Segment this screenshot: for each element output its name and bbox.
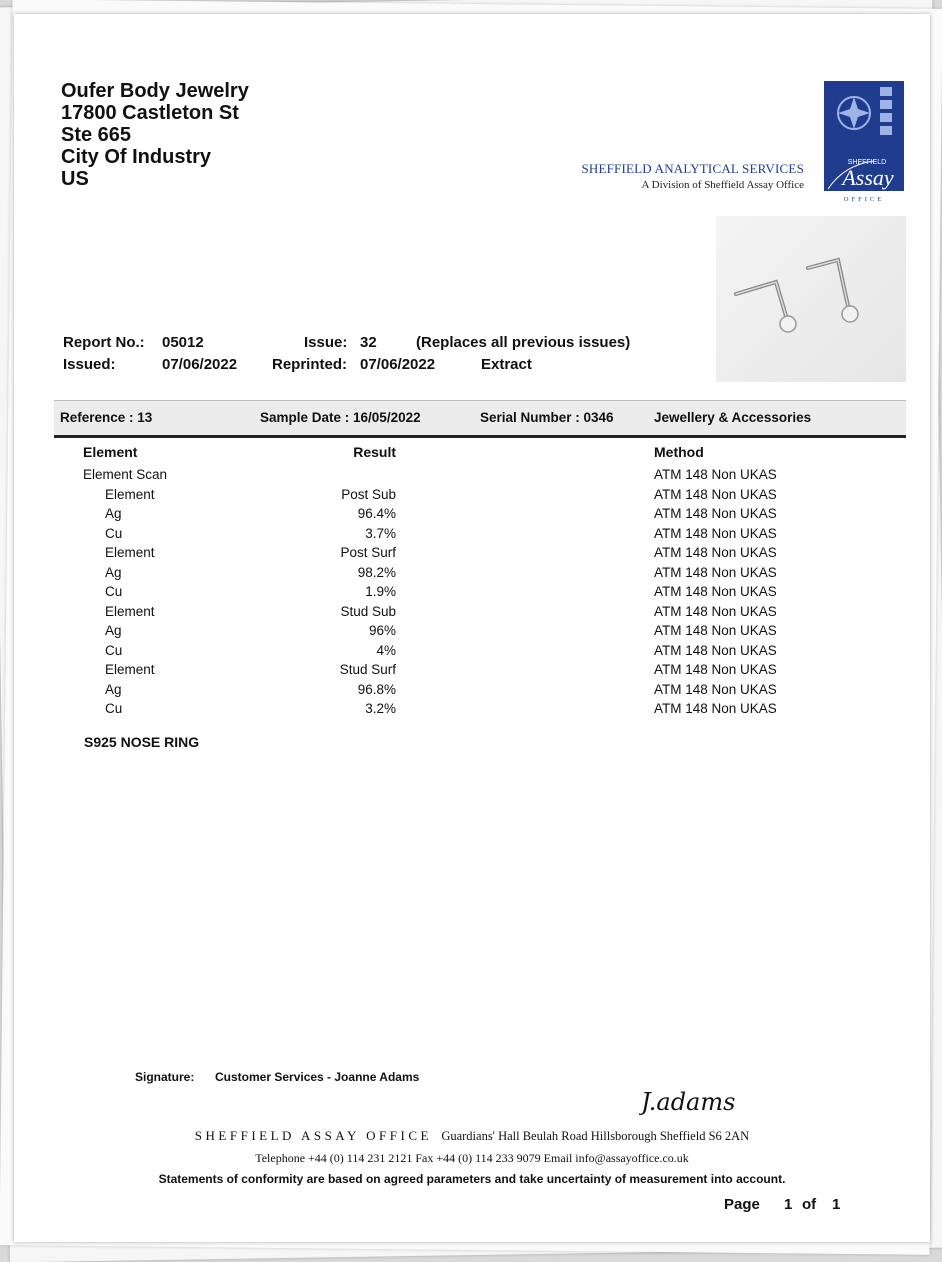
method-cell: ATM 148 Non UKAS [654,701,777,716]
replaces-note: (Replaces all previous issues) [416,334,631,351]
method-cell: ATM 148 Non UKAS [654,545,777,560]
result-cell: 3.7% [365,525,396,541]
result-cell: Post Surf [340,545,396,560]
element-cell: Cu [105,701,123,716]
element-cell: Element [105,545,155,560]
element-cell: Ag [105,623,122,638]
result-cell: Stud Sub [340,603,396,619]
element-cell: Ag [105,506,122,521]
serial-number: Serial Number : 0346 [480,410,614,425]
element-cell: Element [105,486,155,502]
result-cell: 96.4% [357,506,396,521]
address-line: City Of Industry [61,146,212,168]
table-row [14,467,930,487]
issue-number: 32 [360,334,377,351]
element-cell: Element [105,662,155,677]
signatory-name: Customer Services - Joanne Adams [215,1070,420,1084]
table-row [14,701,930,721]
logo-script-text: Assay [842,165,894,190]
column-header-method: Method [654,444,704,460]
lab-name: SHEFFIELD ANALYTICAL SERVICES [581,161,804,176]
result-cell: 1.9% [365,584,396,599]
column-header-element: Element [83,444,138,460]
result-cell: 96.8% [357,681,396,697]
result-cell: Stud Surf [339,662,396,677]
result-cell: 4% [376,642,396,658]
issued-date: 07/06/2022 [162,356,238,373]
column-header-result: Result [353,444,396,460]
reprinted-label: Reprinted: [272,356,347,373]
page-label: Page [724,1196,760,1213]
element-cell: Ag [105,681,122,697]
customer-address [61,80,249,190]
method-cell: ATM 148 Non UKAS [654,584,777,599]
office-contact: Telephone +44 (0) 114 231 2121 Fax +44 (0) 114 233 9079 Email info@assayoffice.co.uk [255,1151,689,1165]
result-cell: 98.2% [357,564,396,580]
address-line: Oufer Body Jewelry [61,80,249,102]
svg-text:J.adams: J.adams [641,1088,736,1116]
table-row [14,643,930,663]
reprinted-date: 07/06/2022 [360,356,436,373]
method-cell: ATM 148 Non UKAS [654,623,777,638]
assay-report-page [14,14,930,1242]
method-cell: ATM 148 Non UKAS [654,681,777,697]
table-row [14,487,930,507]
handwritten-signature [639,1082,759,1127]
assay-office-logo [824,81,904,206]
table-row [14,604,930,624]
method-cell: ATM 148 Non UKAS [654,486,777,502]
result-cell: 96% [368,623,396,638]
conformity-statement: Statements of conformity are based on agreed parameters and take uncertainty of measurement into account. [158,1172,786,1186]
office-address-line [14,1128,930,1144]
page-of: of [802,1196,817,1213]
product-photo [716,216,906,382]
product-name: S925 NOSE RING [84,734,200,750]
method-cell: ATM 148 Non UKAS [654,564,777,580]
extract-label: Extract [481,356,532,373]
method-cell: ATM 148 Non UKAS [654,603,777,619]
element-cell: Cu [105,642,123,658]
element-cell: Element [105,603,155,619]
element-cell: Cu [105,584,123,599]
address-line: US [61,168,89,190]
table-row [14,623,930,643]
page-current: 1 [784,1196,793,1213]
table-row [14,682,930,702]
logo-top-text: SHEFFIELD [847,159,887,166]
method-cell: ATM 148 Non UKAS [654,662,777,677]
page-total: 1 [832,1196,841,1213]
result-cell: 3.2% [365,701,396,716]
logo-bottom-text: OFFICE [843,196,885,203]
method-cell: ATM 148 Non UKAS [654,642,777,658]
method-cell: ATM 148 Non UKAS [654,506,777,521]
element-cell: Ag [105,564,122,580]
address-line: Ste 665 [61,124,132,146]
office-name: SHEFFIELD ASSAY OFFICE [194,1128,432,1143]
table-row [14,662,930,682]
table-row [14,526,930,546]
result-cell: Post Sub [341,486,396,502]
element-cell: Cu [105,525,123,541]
reference: Reference : 13 [60,410,153,425]
table-row [14,584,930,604]
table-row [14,545,930,565]
method-cell: ATM 148 Non UKAS [654,525,777,541]
reference-bar [54,400,906,438]
issued-label: Issued: [63,356,116,373]
table-row [14,565,930,585]
office-address: Guardians' Hall Beulah Road Hillsborough Sheffield S6 2AN [441,1129,750,1143]
address-line: 17800 Castleton St [61,102,239,124]
report-no-label: Report No.: [63,334,145,351]
lab-division: A Division of Sheffield Assay Office [641,179,804,191]
method-cell: ATM 148 Non UKAS [654,467,777,482]
signature-label: Signature: [135,1070,195,1084]
table-row [14,506,930,526]
report-no: 05012 [162,334,204,351]
element-cell: Element Scan [83,467,168,482]
issue-label: Issue: [304,334,348,351]
category: Jewellery & Accessories [654,410,812,425]
sample-date: Sample Date : 16/05/2022 [260,410,421,425]
